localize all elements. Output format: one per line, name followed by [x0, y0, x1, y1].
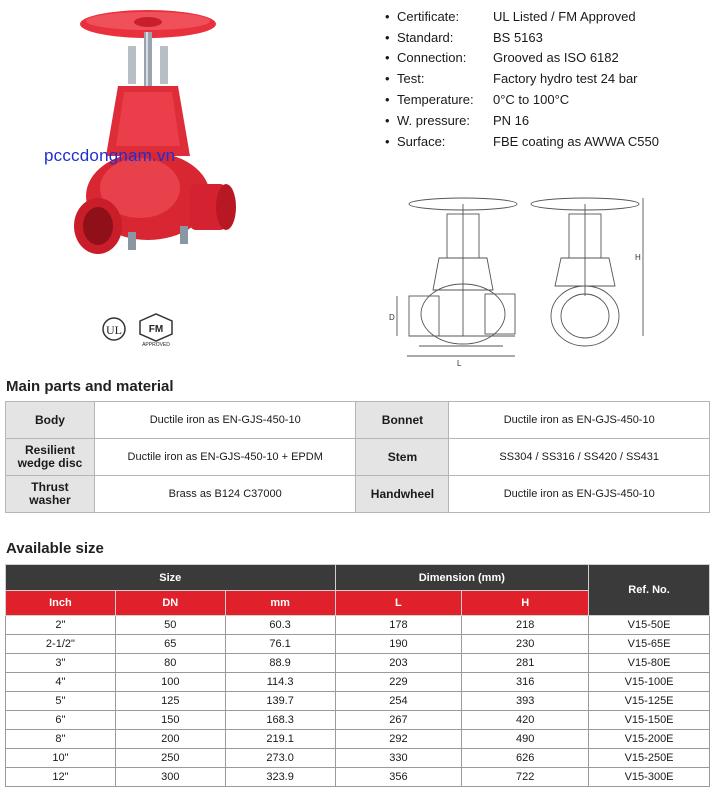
table-cell: 229 — [335, 673, 462, 692]
part-name: Handwheel — [356, 476, 449, 513]
table-cell: 281 — [462, 654, 589, 673]
table-cell: 88.9 — [225, 654, 335, 673]
table-cell: V15-100E — [589, 673, 710, 692]
available-size-table — [5, 564, 710, 787]
spec-row-test — [385, 68, 715, 89]
table-cell: 420 — [462, 711, 589, 730]
table-cell: 2-1/2" — [6, 635, 116, 654]
table-cell: 490 — [462, 730, 589, 749]
table-cell: 76.1 — [225, 635, 335, 654]
bullet-icon: • — [385, 71, 390, 87]
spec-value: 0°C to 100°C — [493, 92, 570, 108]
part-name: Body — [6, 402, 95, 439]
spec-label: Temperature: — [397, 92, 474, 108]
table-row — [6, 654, 710, 673]
spec-value: Factory hydro test 24 bar — [493, 71, 638, 87]
table-cell: 267 — [335, 711, 462, 730]
spec-value: BS 5163 — [493, 29, 543, 45]
table-cell: V15-50E — [589, 616, 710, 635]
table-cell: 65 — [115, 635, 225, 654]
column-header: Inch — [6, 591, 116, 616]
table-cell: 250 — [115, 749, 225, 768]
column-header: H — [462, 591, 589, 616]
size-group-header: Size — [6, 565, 336, 591]
table-cell: V15-150E — [589, 711, 710, 730]
parts-section-title: Main parts and material — [6, 378, 174, 395]
table-cell: 60.3 — [225, 616, 335, 635]
dimension-d-label: D — [389, 313, 395, 322]
spec-label: Connection: — [397, 50, 467, 66]
table-cell: 4" — [6, 673, 116, 692]
table-row — [6, 635, 710, 654]
table-cell: 114.3 — [225, 673, 335, 692]
table-cell: 80 — [115, 654, 225, 673]
table-cell: 6" — [6, 711, 116, 730]
spec-row-standard — [385, 27, 715, 48]
spec-label: W. pressure: — [397, 112, 470, 128]
spec-value: FBE coating as AWWA C550 — [493, 133, 659, 149]
spec-label: Certificate: — [397, 8, 460, 24]
certification-logos — [100, 312, 190, 348]
spec-value: UL Listed / FM Approved — [493, 8, 636, 24]
column-header: DN — [115, 591, 225, 616]
sizes-section-title: Available size — [6, 540, 104, 557]
part-name: Bonnet — [356, 402, 449, 439]
table-cell: 200 — [115, 730, 225, 749]
table-cell: V15-200E — [589, 730, 710, 749]
table-row — [6, 476, 710, 513]
dimension-h-label: H — [635, 253, 641, 262]
spec-row-connection — [385, 48, 715, 69]
bullet-icon: • — [385, 8, 390, 24]
part-name: Thrust washer — [6, 476, 95, 513]
table-cell: 3" — [6, 654, 116, 673]
table-row — [6, 692, 710, 711]
table-cell: 10" — [6, 749, 116, 768]
table-cell: 330 — [335, 749, 462, 768]
part-material: Brass as B124 C37000 — [94, 476, 356, 513]
table-cell: 300 — [115, 768, 225, 787]
website-watermark: pcccdongnam.vn — [44, 146, 176, 165]
dimension-l-label: L — [457, 359, 462, 368]
spec-label: Test: — [397, 71, 425, 87]
table-row — [6, 711, 710, 730]
table-cell: 219.1 — [225, 730, 335, 749]
table-cell: 12" — [6, 768, 116, 787]
table-cell: 100 — [115, 673, 225, 692]
fm-approved-text: APPROVED — [142, 342, 170, 348]
parts-material-table — [5, 401, 710, 513]
table-cell: V15-80E — [589, 654, 710, 673]
table-cell: V15-300E — [589, 768, 710, 787]
table-cell: 8" — [6, 730, 116, 749]
part-name: Stem — [356, 439, 449, 476]
bullet-icon: • — [385, 133, 390, 149]
bullet-icon: • — [385, 29, 390, 45]
table-row — [6, 616, 710, 635]
table-cell: 230 — [462, 635, 589, 654]
spec-value: PN 16 — [493, 112, 530, 128]
table-cell: 125 — [115, 692, 225, 711]
table-cell: V15-65E — [589, 635, 710, 654]
table-cell: 178 — [335, 616, 462, 635]
table-cell: 254 — [335, 692, 462, 711]
table-cell: V15-250E — [589, 749, 710, 768]
table-cell: 273.0 — [225, 749, 335, 768]
part-material: Ductile iron as EN-GJS-450-10 + EPDM — [94, 439, 356, 476]
table-cell: 203 — [335, 654, 462, 673]
table-row — [6, 730, 710, 749]
spec-list — [385, 6, 715, 152]
table-cell: V15-125E — [589, 692, 710, 711]
table-cell: 150 — [115, 711, 225, 730]
column-header: L — [335, 591, 462, 616]
fm-logo-text: FM — [148, 324, 164, 335]
valve-technical-drawing — [385, 186, 665, 376]
bullet-icon: • — [385, 50, 390, 66]
bullet-icon: • — [385, 112, 390, 128]
table-cell: 393 — [462, 692, 589, 711]
spec-label: Surface: — [397, 133, 446, 149]
column-header: mm — [225, 591, 335, 616]
table-cell: 218 — [462, 616, 589, 635]
spec-row-temperature — [385, 89, 715, 110]
spec-label: Standard: — [397, 29, 454, 45]
part-material: SS304 / SS316 / SS420 / SS431 — [449, 439, 710, 476]
table-cell: 5" — [6, 692, 116, 711]
table-cell: 139.7 — [225, 692, 335, 711]
part-material: Ductile iron as EN-GJS-450-10 — [94, 402, 356, 439]
table-cell: 626 — [462, 749, 589, 768]
part-material: Ductile iron as EN-GJS-450-10 — [449, 476, 710, 513]
dimension-group-header: Dimension (mm) — [335, 565, 589, 591]
table-row — [6, 768, 710, 787]
table-cell: 323.9 — [225, 768, 335, 787]
spec-row-pressure — [385, 110, 715, 131]
table-cell: 292 — [335, 730, 462, 749]
table-row — [6, 673, 710, 692]
table-cell: 356 — [335, 768, 462, 787]
table-cell: 316 — [462, 673, 589, 692]
ul-logo-text: UL — [106, 323, 122, 337]
table-row — [6, 402, 710, 439]
table-cell: 2" — [6, 616, 116, 635]
table-cell: 190 — [335, 635, 462, 654]
ref-no-header: Ref. No. — [589, 565, 710, 616]
table-row — [6, 439, 710, 476]
table-cell: 50 — [115, 616, 225, 635]
table-cell: 168.3 — [225, 711, 335, 730]
table-row — [6, 749, 710, 768]
header-row — [6, 565, 710, 591]
bullet-icon: • — [385, 92, 390, 108]
spec-row-surface — [385, 131, 715, 152]
gate-valve-photo — [40, 6, 250, 256]
part-name: Resilient wedge disc — [6, 439, 95, 476]
part-material: Ductile iron as EN-GJS-450-10 — [449, 402, 710, 439]
spec-row-certificate — [385, 6, 715, 27]
table-cell: 722 — [462, 768, 589, 787]
spec-value: Grooved as ISO 6182 — [493, 50, 619, 66]
